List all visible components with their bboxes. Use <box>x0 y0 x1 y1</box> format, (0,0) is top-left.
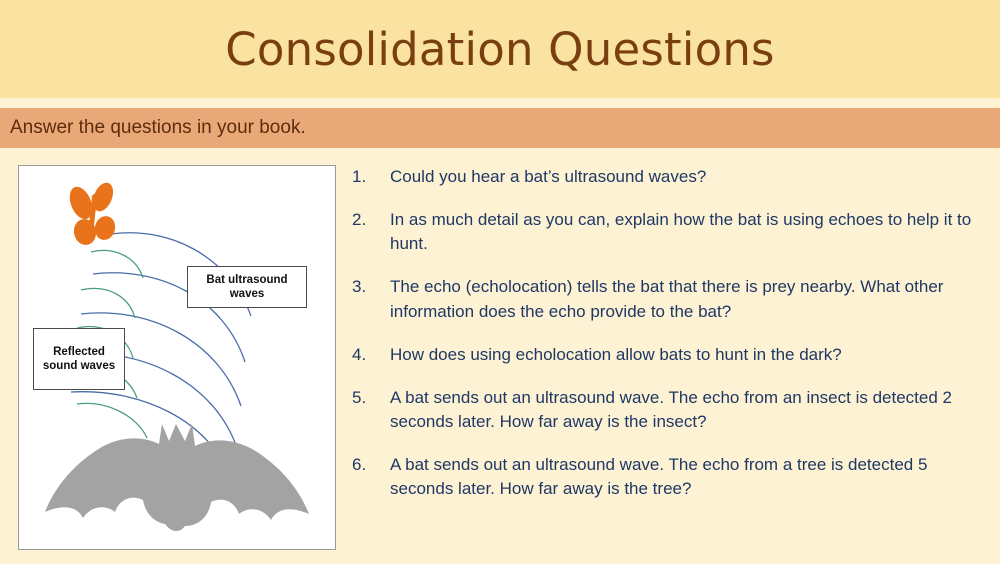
question-number: 6. <box>352 455 367 474</box>
bat-silhouette <box>45 424 309 531</box>
question-text: Could you hear a bat’s ultrasound waves? <box>390 167 707 186</box>
questions-list <box>352 165 982 520</box>
question-text: A bat sends out an ultrasound wave. The echo from a tree is detected 5 seconds later. How far away is the tree? <box>390 455 928 499</box>
question-item <box>352 208 982 256</box>
instruction-bar <box>0 108 1000 148</box>
question-item <box>352 386 982 434</box>
question-text: The echo (echolocation) tells the bat that there is prey nearby. What other information does the echo provide to the bat? <box>390 277 944 321</box>
bat-echolocation-diagram <box>18 165 336 550</box>
page-title: Consolidation Questions <box>225 22 775 76</box>
question-number: 5. <box>352 387 367 407</box>
question-number: 2. <box>352 210 367 230</box>
label-reflected-sound-waves: Reflected sound waves <box>33 328 125 390</box>
instruction-text: Answer the questions in your book. <box>10 117 306 138</box>
question-number: 4. <box>352 344 367 364</box>
question-text: In as much detail as you can, explain how the bat is using echoes to help it to hunt. <box>390 210 972 254</box>
question-item <box>352 165 982 189</box>
question-text: How does using echolocation allow bats to hunt in the dark? <box>390 344 842 364</box>
question-item <box>352 453 982 501</box>
label-bat-ultrasound-waves: Bat ultrasound waves <box>187 266 307 308</box>
butterfly-icon <box>65 180 117 247</box>
question-item <box>352 275 982 323</box>
title-bar <box>0 0 1000 98</box>
question-text: A bat sends out an ultrasound wave. The echo from an insect is detected 2 seconds later. How far away is the insect? <box>390 387 952 431</box>
question-item <box>352 343 982 367</box>
question-number: 3. <box>352 277 367 297</box>
question-number: 1. <box>352 167 367 186</box>
